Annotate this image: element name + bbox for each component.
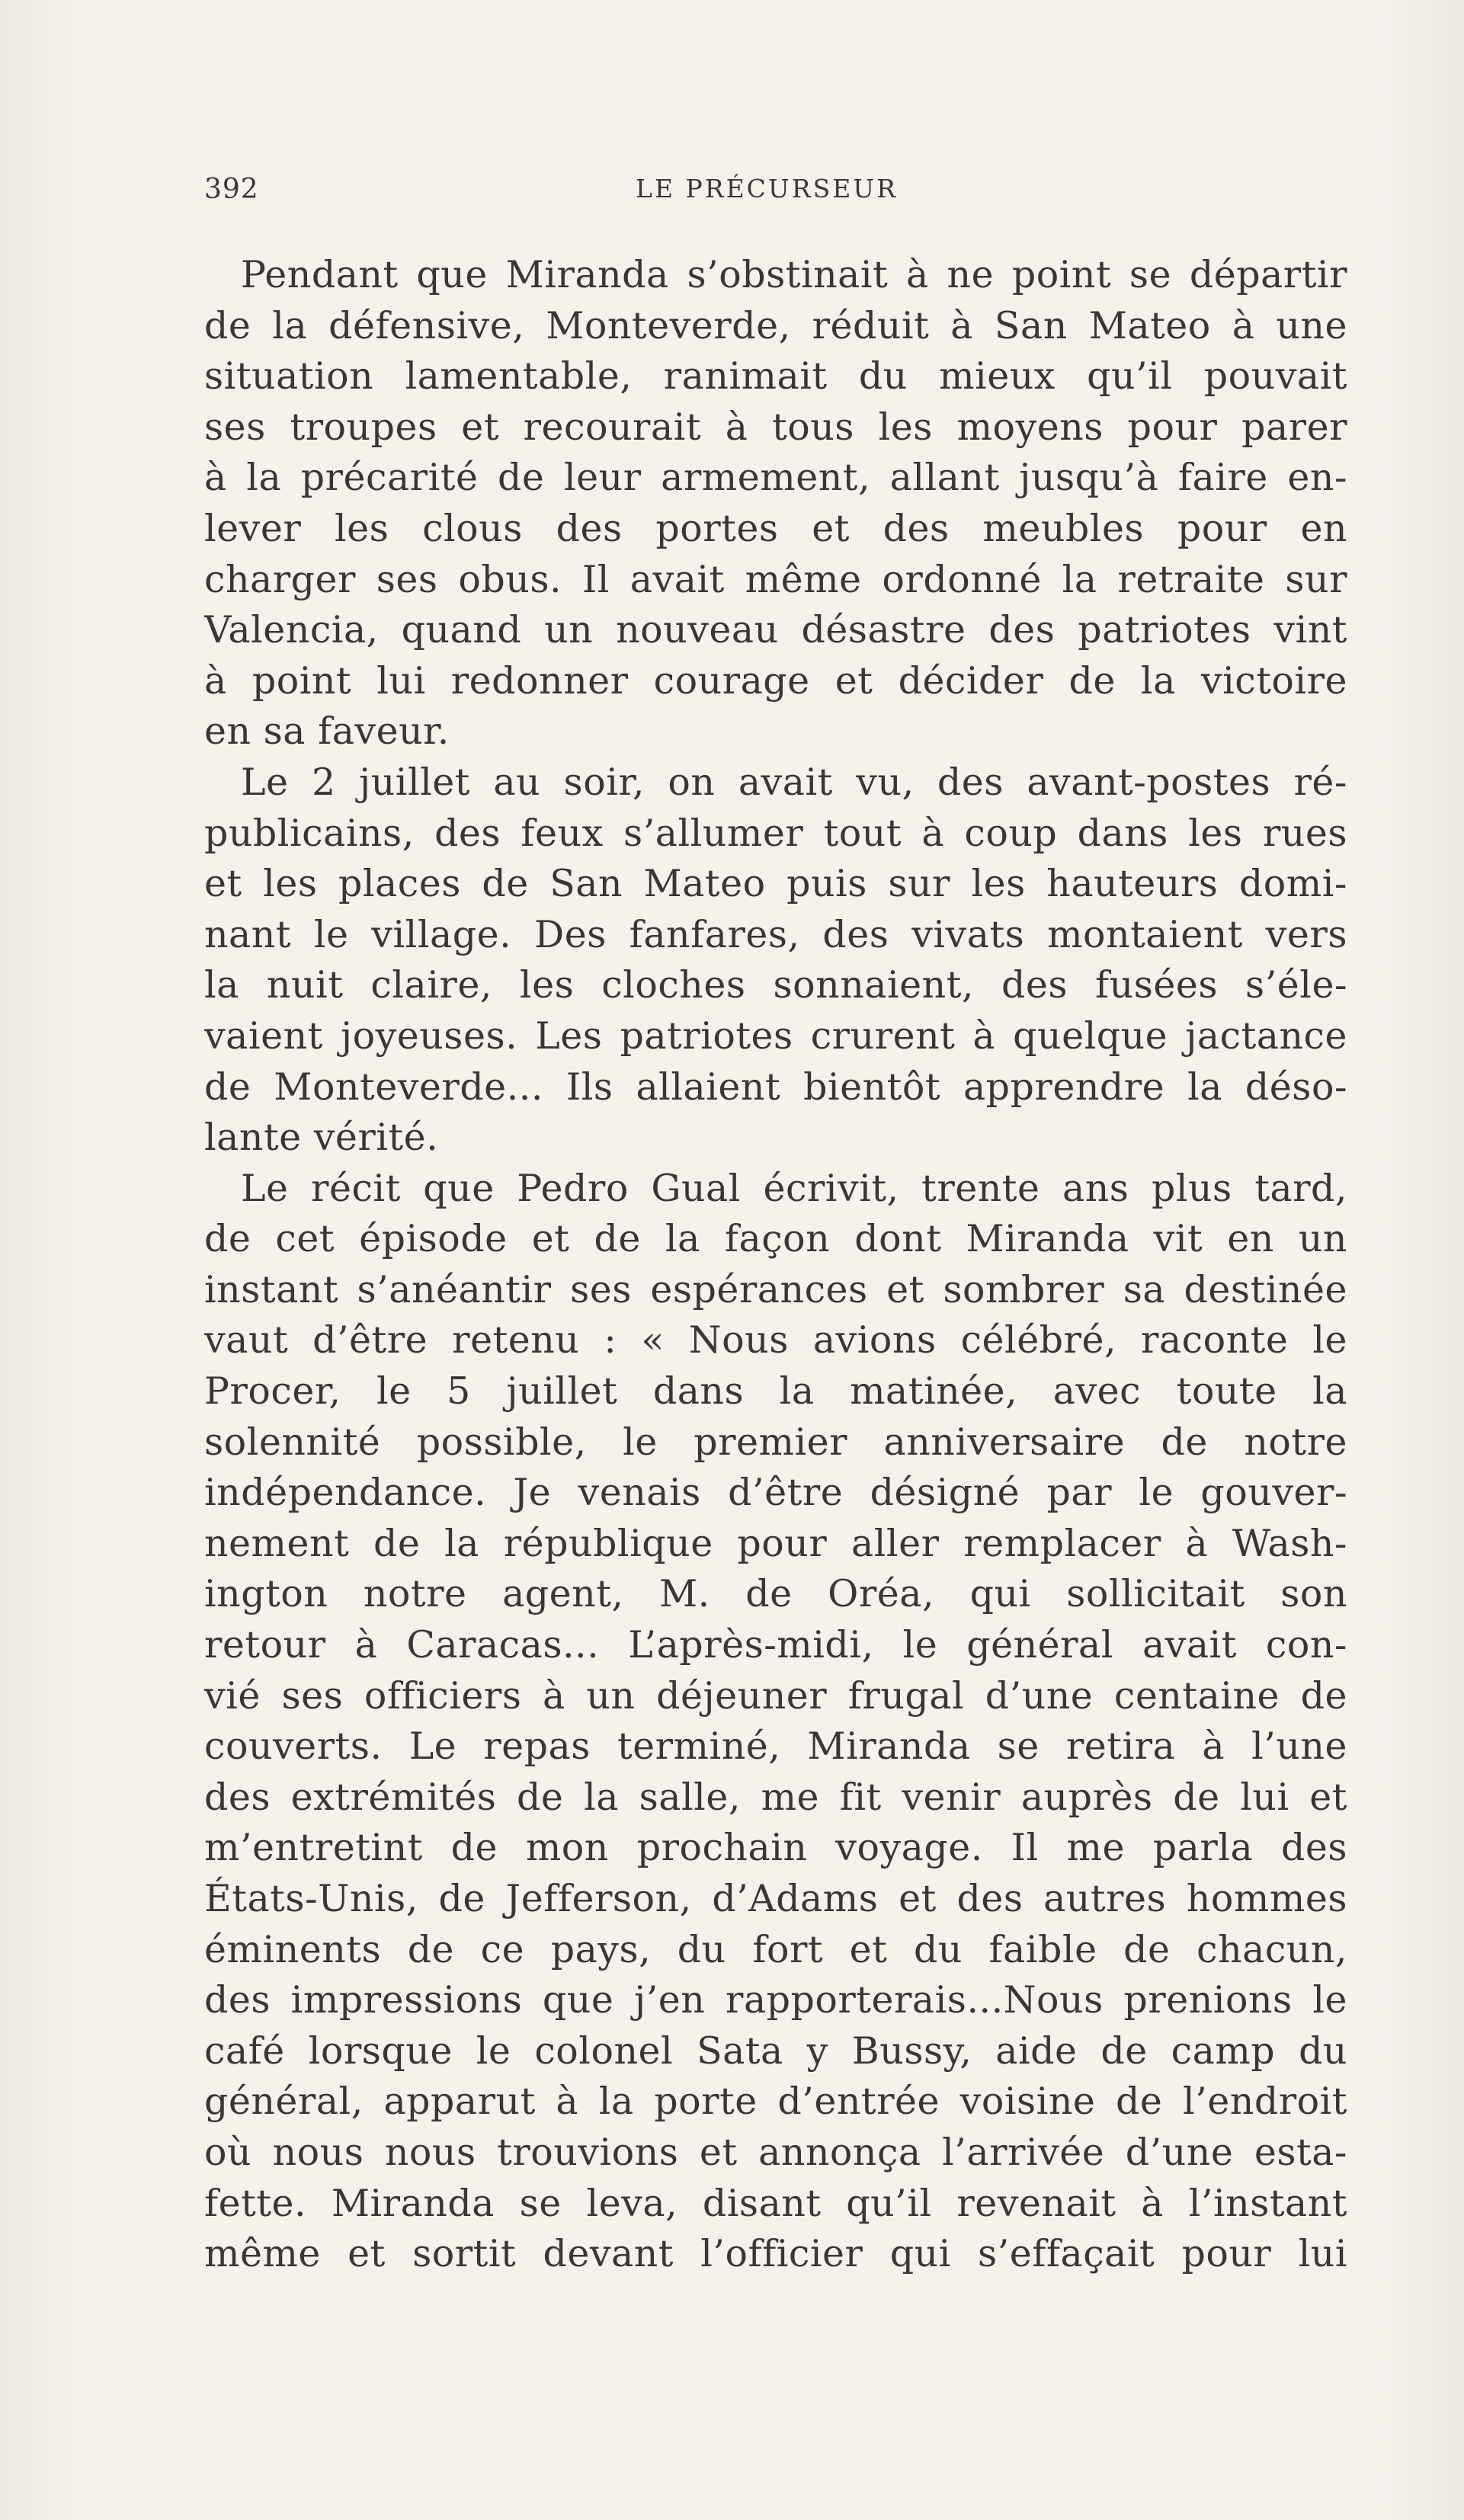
- text-line: vaut d’être retenu : « Nous avions célébré, raconte le: [204, 1318, 1347, 1362]
- paragraph: [204, 250, 1347, 757]
- text-line: la nuit claire, les cloches sonnaient, des fusées s’éle-: [204, 963, 1347, 1007]
- text-line: à la précarité de leur armement, allant jusqu’à faire en-: [204, 456, 1347, 500]
- text-line: à point lui redonner courage et décider de la victoire: [204, 658, 1347, 703]
- text-line: retour à Caracas... L’après-midi, le général avait con-: [204, 1623, 1347, 1667]
- text-line: États-Unis, de Jefferson, d’Adams et des autres hommes: [204, 1877, 1347, 1920]
- paragraph: [204, 757, 1347, 1164]
- text-line: éminents de ce pays, du fort et du faible de chacun,: [204, 1927, 1347, 1971]
- text-line: situation lamentable, ranimait du mieux qu’il pouvait: [204, 354, 1347, 399]
- text-line: en sa faveur.: [204, 709, 450, 754]
- body-text: [204, 250, 1347, 2280]
- text-line: Le récit que Pedro Gual écrivit, trente ans plus tard,: [241, 1166, 1347, 1210]
- text-line: général, apparut à la porte d’entrée voisine de l’endroit: [204, 2080, 1347, 2124]
- text-line: Procer, le 5 juillet dans la matinée, avec toute la: [204, 1369, 1347, 1414]
- text-line: m’entretint de mon prochain voyage. Il me parla des: [204, 1826, 1347, 1870]
- text-line: indépendance. Je venais d’être désigné par le gouver-: [204, 1471, 1347, 1515]
- text-line: café lorsque le colonel Sata y Bussy, aide de camp du: [204, 2028, 1347, 2073]
- text-line: ington notre agent, M. de Oréa, qui sollicitait son: [204, 1572, 1347, 1616]
- text-line: nement de la république pour aller remplacer à Wash-: [204, 1521, 1347, 1565]
- text-line: vaient joyeuses. Les patriotes crurent à quelque jactance: [204, 1013, 1347, 1058]
- text-line: lever les clous des portes et des meubles pour en: [204, 506, 1347, 550]
- text-line: fette. Miranda se leva, disant qu’il revenait à l’instant: [204, 2181, 1347, 2225]
- page-number: 392: [204, 174, 259, 205]
- text-line: couverts. Le repas terminé, Miranda se retira à l’une: [204, 1724, 1347, 1769]
- text-line: de Monteverde... Ils allaient bientôt apprendre la déso-: [204, 1065, 1347, 1109]
- paragraph: [204, 1164, 1347, 2280]
- text-line: de cet épisode et de la façon dont Miranda vit en un: [204, 1217, 1347, 1261]
- text-line: instant s’anéantir ses espérances et sombrer sa destinée: [204, 1267, 1347, 1311]
- text-line: Pendant que Miranda s’obstinait à ne point se départir: [241, 253, 1347, 296]
- text-line: Le 2 juillet au soir, on avait vu, des avant-postes ré-: [241, 760, 1347, 804]
- text-line: des impressions que j’en rapporterais...Nous prenions le: [204, 1978, 1347, 2022]
- text-line: même et sortit devant l’officier qui s’effaçait pour lui: [204, 2232, 1347, 2276]
- text-line: solennité possible, le premier anniversaire de notre: [204, 1420, 1347, 1464]
- text-line: vié ses officiers à un déjeuner frugal d’une centaine de: [204, 1673, 1347, 1718]
- text-line: où nous nous trouvions et annonça l’arrivée d’une esta-: [204, 2130, 1347, 2174]
- running-title: LE PRÉCURSEUR: [636, 174, 898, 203]
- text-line: lante vérité.: [204, 1116, 439, 1160]
- page-header: [204, 174, 1329, 212]
- text-line: et les places de San Mateo puis sur les hauteurs domi-: [204, 862, 1347, 906]
- text-line: Valencia, quand un nouveau désastre des patriotes vint: [204, 608, 1347, 652]
- text-line: nant le village. Des fanfares, des vivats montaient vers: [204, 912, 1347, 956]
- text-line: ses troupes et recourait à tous les moyens pour parer: [204, 405, 1347, 449]
- text-line: de la défensive, Monteverde, réduit à San Mateo à une: [204, 303, 1347, 347]
- text-line: charger ses obus. Il avait même ordonné la retraite sur: [204, 557, 1347, 601]
- text-line: publicains, des feux s’allumer tout à coup dans les rues: [204, 811, 1347, 855]
- text-line: des extrémités de la salle, me fit venir auprès de lui et: [204, 1775, 1347, 1819]
